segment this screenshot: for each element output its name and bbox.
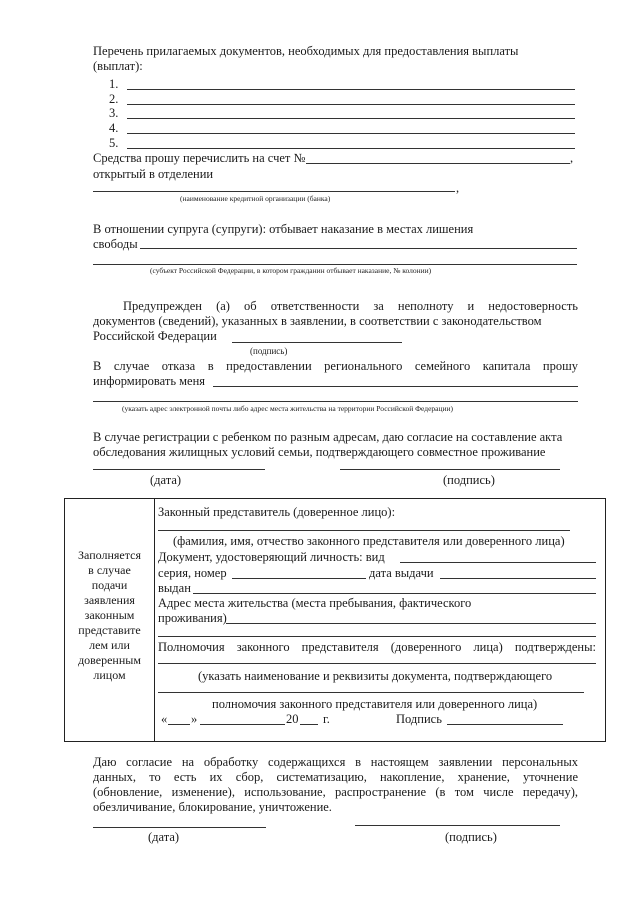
- spouse-field-2[interactable]: [93, 264, 577, 265]
- registration-sign-caption: (подпись): [443, 473, 495, 487]
- authority-caption2: полномочия законного представителя или доверенного лица): [212, 697, 538, 711]
- authority-caption1: (указать наименование и реквизиты документа, подтверждающего: [198, 669, 553, 683]
- representative-signature-field[interactable]: [447, 724, 563, 725]
- address-separator: [158, 636, 596, 637]
- side-label-line: представите: [78, 623, 141, 637]
- docs-item-number: 1.: [109, 77, 119, 91]
- issued-by-label: выдан: [158, 581, 191, 595]
- side-label-line: лем или: [89, 638, 130, 652]
- issued-by-field[interactable]: [193, 593, 596, 594]
- spouse-caption: (субъект Российской Федерации, в котором гражданин отбывает наказание, № колонии): [150, 266, 432, 275]
- issue-date-label: дата выдачи: [369, 566, 434, 580]
- side-label-line: доверенным: [78, 653, 141, 667]
- address-field[interactable]: [226, 623, 596, 624]
- consent-sign-caption: (подпись): [445, 830, 497, 844]
- representative-signature-label: Подпись: [396, 712, 442, 726]
- consent-line2: данных, то есть их сбор, систематизацию, накопление, хранение, уточнение: [93, 770, 578, 784]
- consent-sign-field[interactable]: [355, 825, 560, 826]
- spouse-line2: свободы: [93, 237, 138, 251]
- warning-line1: Предупрежден (а) об ответственности за неполноту и недостоверность: [123, 299, 578, 313]
- registration-sign-field[interactable]: [340, 469, 560, 470]
- warning-line2: документов (сведений), указанных в заявлении, в соответствии с законодательством: [93, 314, 542, 328]
- bank-caption: (наименование кредитной организации (банка): [180, 194, 331, 203]
- registration-date-caption: (дата): [150, 473, 182, 487]
- bank-comma: ,: [456, 181, 460, 195]
- refusal-caption: (указать адрес электронной почты либо адрес места жительства на территории Российской Федерации): [122, 404, 454, 413]
- branch-label: открытый в отделении: [93, 167, 214, 181]
- docs-item-3-field[interactable]: [127, 118, 575, 119]
- date-close-quote: »: [191, 712, 198, 726]
- docs-item-number: 2.: [109, 92, 119, 106]
- warning-signature-field[interactable]: [232, 342, 402, 343]
- day-field[interactable]: [168, 724, 190, 725]
- consent-date-caption: (дата): [148, 830, 180, 844]
- consent-line3: (обновление, изменение), использование, распространение (в том числе передачу),: [93, 785, 578, 799]
- representative-box-divider: [154, 498, 155, 742]
- consent-line4: обезличивание, блокирование, уничтожение.: [93, 800, 332, 814]
- warning-signature-caption: (подпись): [250, 346, 288, 356]
- representative-side-label: [65, 548, 154, 683]
- account-label: Средства прошу перечислить на счет №: [93, 151, 306, 165]
- spouse-line1: В отношении супруга (супруги): отбывает наказание в местах лишения: [93, 222, 474, 236]
- registration-line1: В случае регистрации с ребенком по разным адресам, даю согласие на составление акта: [93, 430, 563, 444]
- address-line1: Адрес места жительства (места пребывания, фактического: [158, 596, 472, 610]
- year-suffix: г.: [323, 712, 330, 726]
- year-prefix: 20: [286, 712, 299, 726]
- bank-field[interactable]: [93, 191, 455, 192]
- side-label-line: подачи: [91, 578, 128, 592]
- refusal-field-2[interactable]: [93, 401, 578, 402]
- issue-date-field[interactable]: [440, 578, 596, 579]
- consent-line1: Даю согласие на обработку содержащихся в настоящем заявлении персональных: [93, 755, 578, 769]
- refusal-line2: информировать меня: [93, 374, 206, 388]
- docs-item-number: 3.: [109, 106, 119, 120]
- side-label-line: в случае: [88, 563, 131, 577]
- representative-fio-caption: (фамилия, имя, отчество законного представителя или доверенного лица): [173, 534, 565, 548]
- series-label: серия, номер: [158, 566, 227, 580]
- docs-item-number: 5.: [109, 136, 119, 150]
- address-line2: проживания): [158, 611, 227, 625]
- side-label-line: лицом: [93, 668, 126, 682]
- docs-item-4-field[interactable]: [127, 133, 575, 134]
- year-field[interactable]: [300, 724, 318, 725]
- docs-item-1-field[interactable]: [127, 89, 575, 90]
- docs-item-number: 4.: [109, 121, 119, 135]
- authority-field[interactable]: [158, 663, 596, 664]
- docs-item-5-field[interactable]: [127, 148, 575, 149]
- docs-item-2-field[interactable]: [127, 104, 575, 105]
- refusal-line1: В случае отказа в предоставлении регионального семейного капитала прошу: [93, 359, 578, 373]
- spouse-field[interactable]: [140, 248, 577, 249]
- account-comma: ,: [570, 151, 574, 165]
- authority-field-2[interactable]: [158, 692, 584, 693]
- docs-header-line1: Перечень прилагаемых документов, необходимых для предоставления выплаты: [93, 44, 519, 58]
- side-label-line: заявления: [84, 593, 135, 607]
- id-doc-label: Документ, удостоверяющий личность: вид: [158, 550, 385, 564]
- warning-line3: Российской Федерации: [93, 329, 217, 343]
- refusal-field[interactable]: [213, 386, 578, 387]
- side-label-line: законным: [84, 608, 135, 622]
- docs-header-line2: (выплат):: [93, 59, 143, 73]
- registration-date-field[interactable]: [93, 469, 265, 470]
- registration-line2: обследования жилищных условий семьи, подтверждающего совместное проживание: [93, 445, 546, 459]
- month-field[interactable]: [200, 724, 285, 725]
- representative-title: Законный представитель (доверенное лицо):: [158, 505, 396, 519]
- side-label-line: Заполняется: [78, 548, 141, 562]
- consent-date-field[interactable]: [93, 827, 266, 828]
- authority-label: Полномочия законного представителя (доверенного лица) подтверждены:: [158, 640, 596, 654]
- series-number-field[interactable]: [232, 578, 366, 579]
- date-open-quote: «: [161, 712, 168, 726]
- id-doc-type-field[interactable]: [400, 562, 596, 563]
- representative-fio-field[interactable]: [158, 530, 570, 531]
- account-number-field[interactable]: [306, 163, 570, 164]
